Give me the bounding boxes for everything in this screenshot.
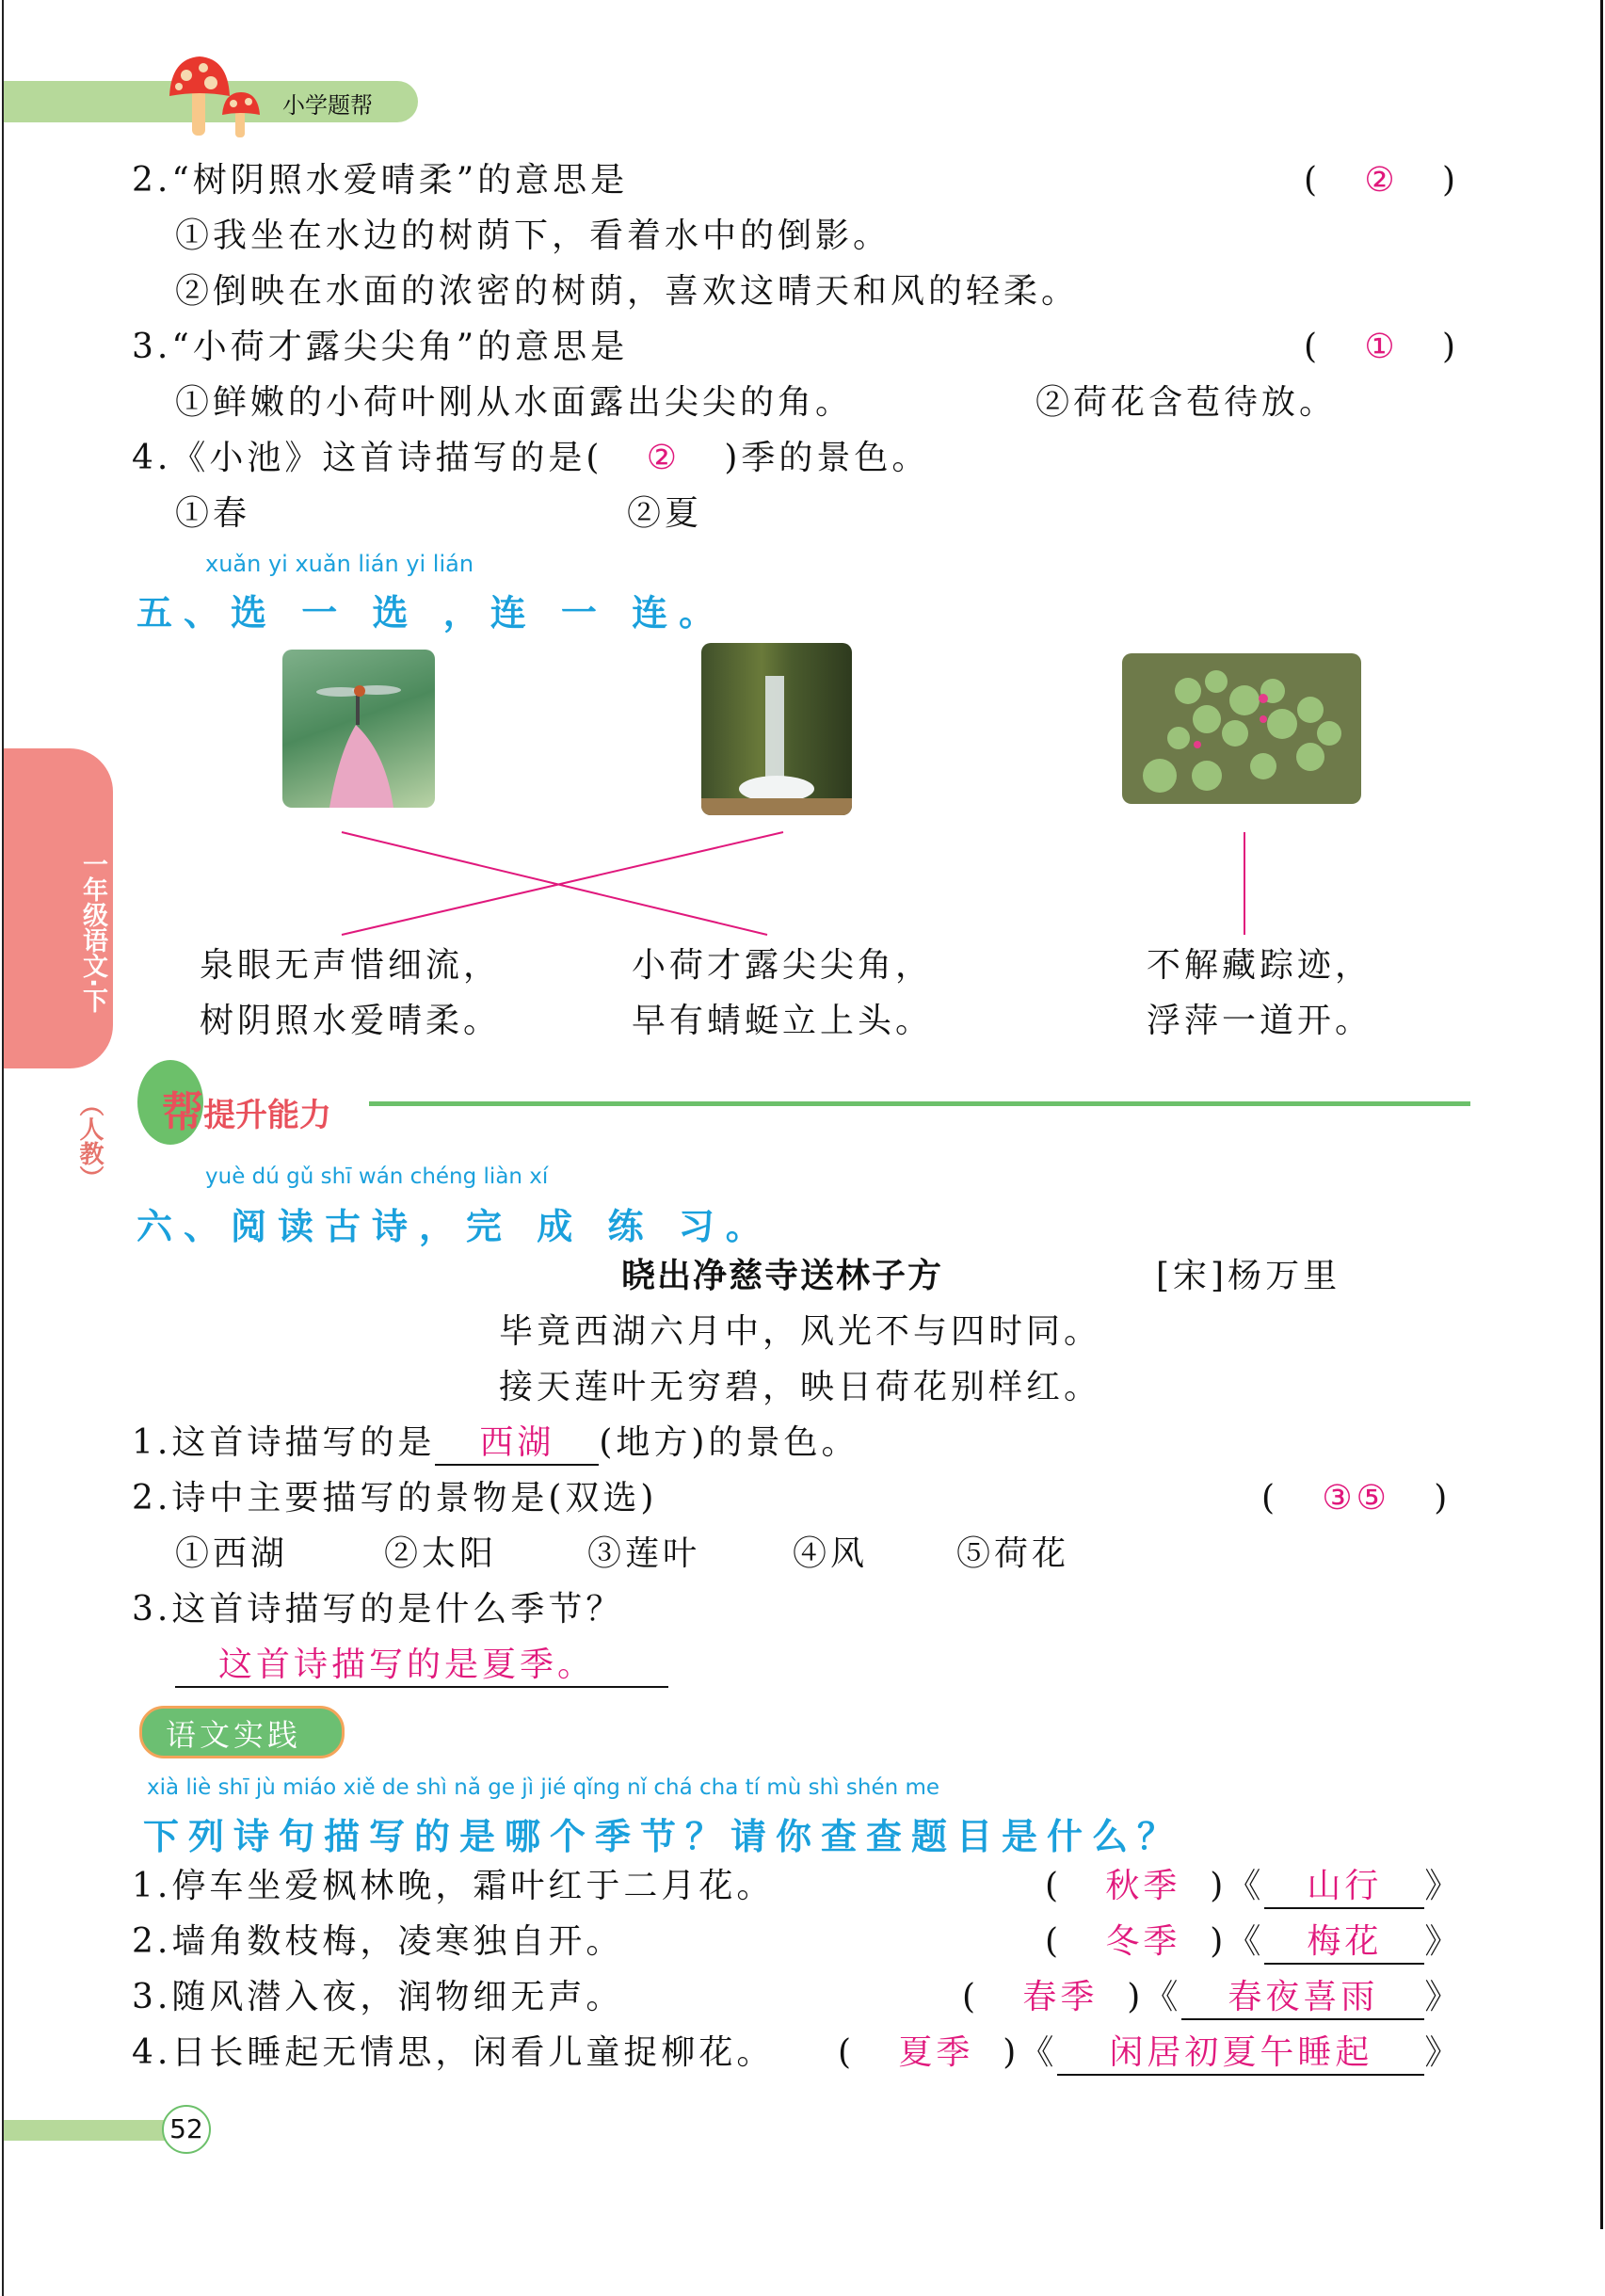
verse-3-line-1: 不解藏踪迹， (1147, 946, 1373, 985)
section5-title: 五、选 一 选 ，连 一 连。 (136, 592, 727, 634)
brand-title: 小学题帮 (282, 92, 373, 119)
verse-2-line-2: 早有蜻蜓立上头。 (632, 1002, 934, 1040)
s6-q2-answer-box: ( ③⑤ ) (1261, 1479, 1452, 1517)
s6-q1: 1.这首诗描写的是 西湖 (地方)的景色。 (132, 1422, 859, 1466)
practice-item-3: 3.随风潜入夜，润物细无声。 (132, 1978, 624, 2016)
q2-option-2: ②倒映在水面的浓密的树荫，喜欢这晴天和风的轻柔。 (175, 272, 1080, 311)
section5-pinyin: xuǎn yi xuǎn lián yi lián (205, 551, 474, 577)
edition-label: （人教） (75, 1092, 104, 1190)
q3-option-2: ②荷花含苞待放。 (1035, 383, 1338, 422)
grade-label: 一年级语文·下 (78, 850, 107, 1014)
poem-author: [宋]杨万里 (1156, 1257, 1341, 1295)
verse-1-line-2: 树阴照水爱晴柔。 (200, 1002, 502, 1040)
footer-bar (4, 2120, 173, 2141)
q4-suffix: )季的景色。 (724, 439, 930, 477)
poem-title: 晓出净慈寺送林子方 (621, 1257, 944, 1295)
s6-q1-answer: 西湖 (435, 1422, 599, 1466)
s6-q2-option-2: ②太阳 (384, 1534, 498, 1573)
q4-answer: ② (646, 439, 682, 477)
q2-answer: ② (1364, 161, 1399, 200)
matching-lines (0, 0, 1605, 1054)
practice-title: 下列诗句描写的是哪个季节？请你查查题目是什么？ (143, 1816, 1183, 1857)
practice-badge: 语文实践 (166, 1717, 302, 1753)
banner-title: 帮提升能力 (162, 1088, 331, 1136)
q4-option-2: ②夏 (627, 494, 703, 533)
practice-item-2-answer: ( 冬季 )《 梅花 》 (1045, 1921, 1462, 1965)
q3-option-1: ①鲜嫩的小荷叶刚从水面露出尖尖的角。 (175, 383, 854, 422)
poem-line-1: 毕竟西湖六月中，风光不与四时同。 (499, 1312, 1102, 1351)
verse-3-line-2: 浮萍一道开。 (1147, 1002, 1373, 1040)
practice-item-4: 4.日长睡起无情思，闲看儿童捉柳花。 (132, 2033, 775, 2072)
s6-q3-answer: 这首诗描写的是夏季。 (175, 1645, 668, 1688)
verse-2-line-1: 小荷才露尖尖角， (632, 946, 934, 985)
poem-line-2: 接天莲叶无穷碧，映日荷花别样红。 (499, 1368, 1102, 1406)
s6-q2-option-3: ③莲叶 (587, 1534, 701, 1573)
practice-item-1: 1.停车坐爱枫林晚，霜叶红于二月花。 (132, 1867, 775, 1905)
s6-q2-option-5: ⑤荷花 (956, 1534, 1070, 1573)
practice-pinyin: xià liè shī jù miáo xiě de shì nǎ ge jì jié qǐng nǐ chá cha tí mù shì shén me (147, 1775, 940, 1800)
q2-text: 2.“树阴照水爱晴柔”的意思是 (132, 161, 629, 200)
verse-1-line-1: 泉眼无声惜细流， (200, 946, 502, 985)
q2-answer-box: ( ② ) (1304, 161, 1460, 200)
section6-pinyin: yuè dú gǔ shī wán chéng liàn xí (205, 1164, 549, 1189)
practice-item-2: 2.墙角数枝梅，凌寒独自开。 (132, 1922, 624, 1961)
section6-title: 六、阅读古诗，完 成 练 习。 (136, 1206, 773, 1247)
s6-q2-answer: ③⑤ (1322, 1479, 1390, 1517)
s6-q3-text: 3.这首诗描写的是什么季节？ (132, 1590, 624, 1629)
page-number: 52 (162, 2105, 211, 2154)
q3-text: 3.“小荷才露尖尖角”的意思是 (132, 328, 629, 366)
s6-q2-option-1: ①西湖 (175, 1534, 289, 1573)
q3-answer: ① (1364, 328, 1399, 366)
practice-item-3-answer: ( 春季 )《 春夜喜雨 》 (962, 1977, 1462, 2020)
q4-option-1: ①春 (175, 494, 251, 533)
q4-prefix: 4.《小池》这首诗描写的是( (132, 439, 603, 477)
s6-q2-text: 2.诗中主要描写的景物是(双选) (132, 1479, 658, 1517)
banner-divider (369, 1101, 1470, 1106)
banner-badge: 帮 (162, 1088, 203, 1136)
q2-option-1: ①我坐在水边的树荫下，看着水中的倒影。 (175, 217, 891, 255)
practice-item-4-answer: ( 夏季 )《 闲居初夏午睡起 》 (838, 2032, 1462, 2076)
practice-item-1-answer: ( 秋季 )《 山行 》 (1045, 1866, 1462, 1909)
q3-answer-box: ( ① ) (1304, 328, 1460, 366)
s6-q2-option-4: ④风 (793, 1534, 869, 1573)
